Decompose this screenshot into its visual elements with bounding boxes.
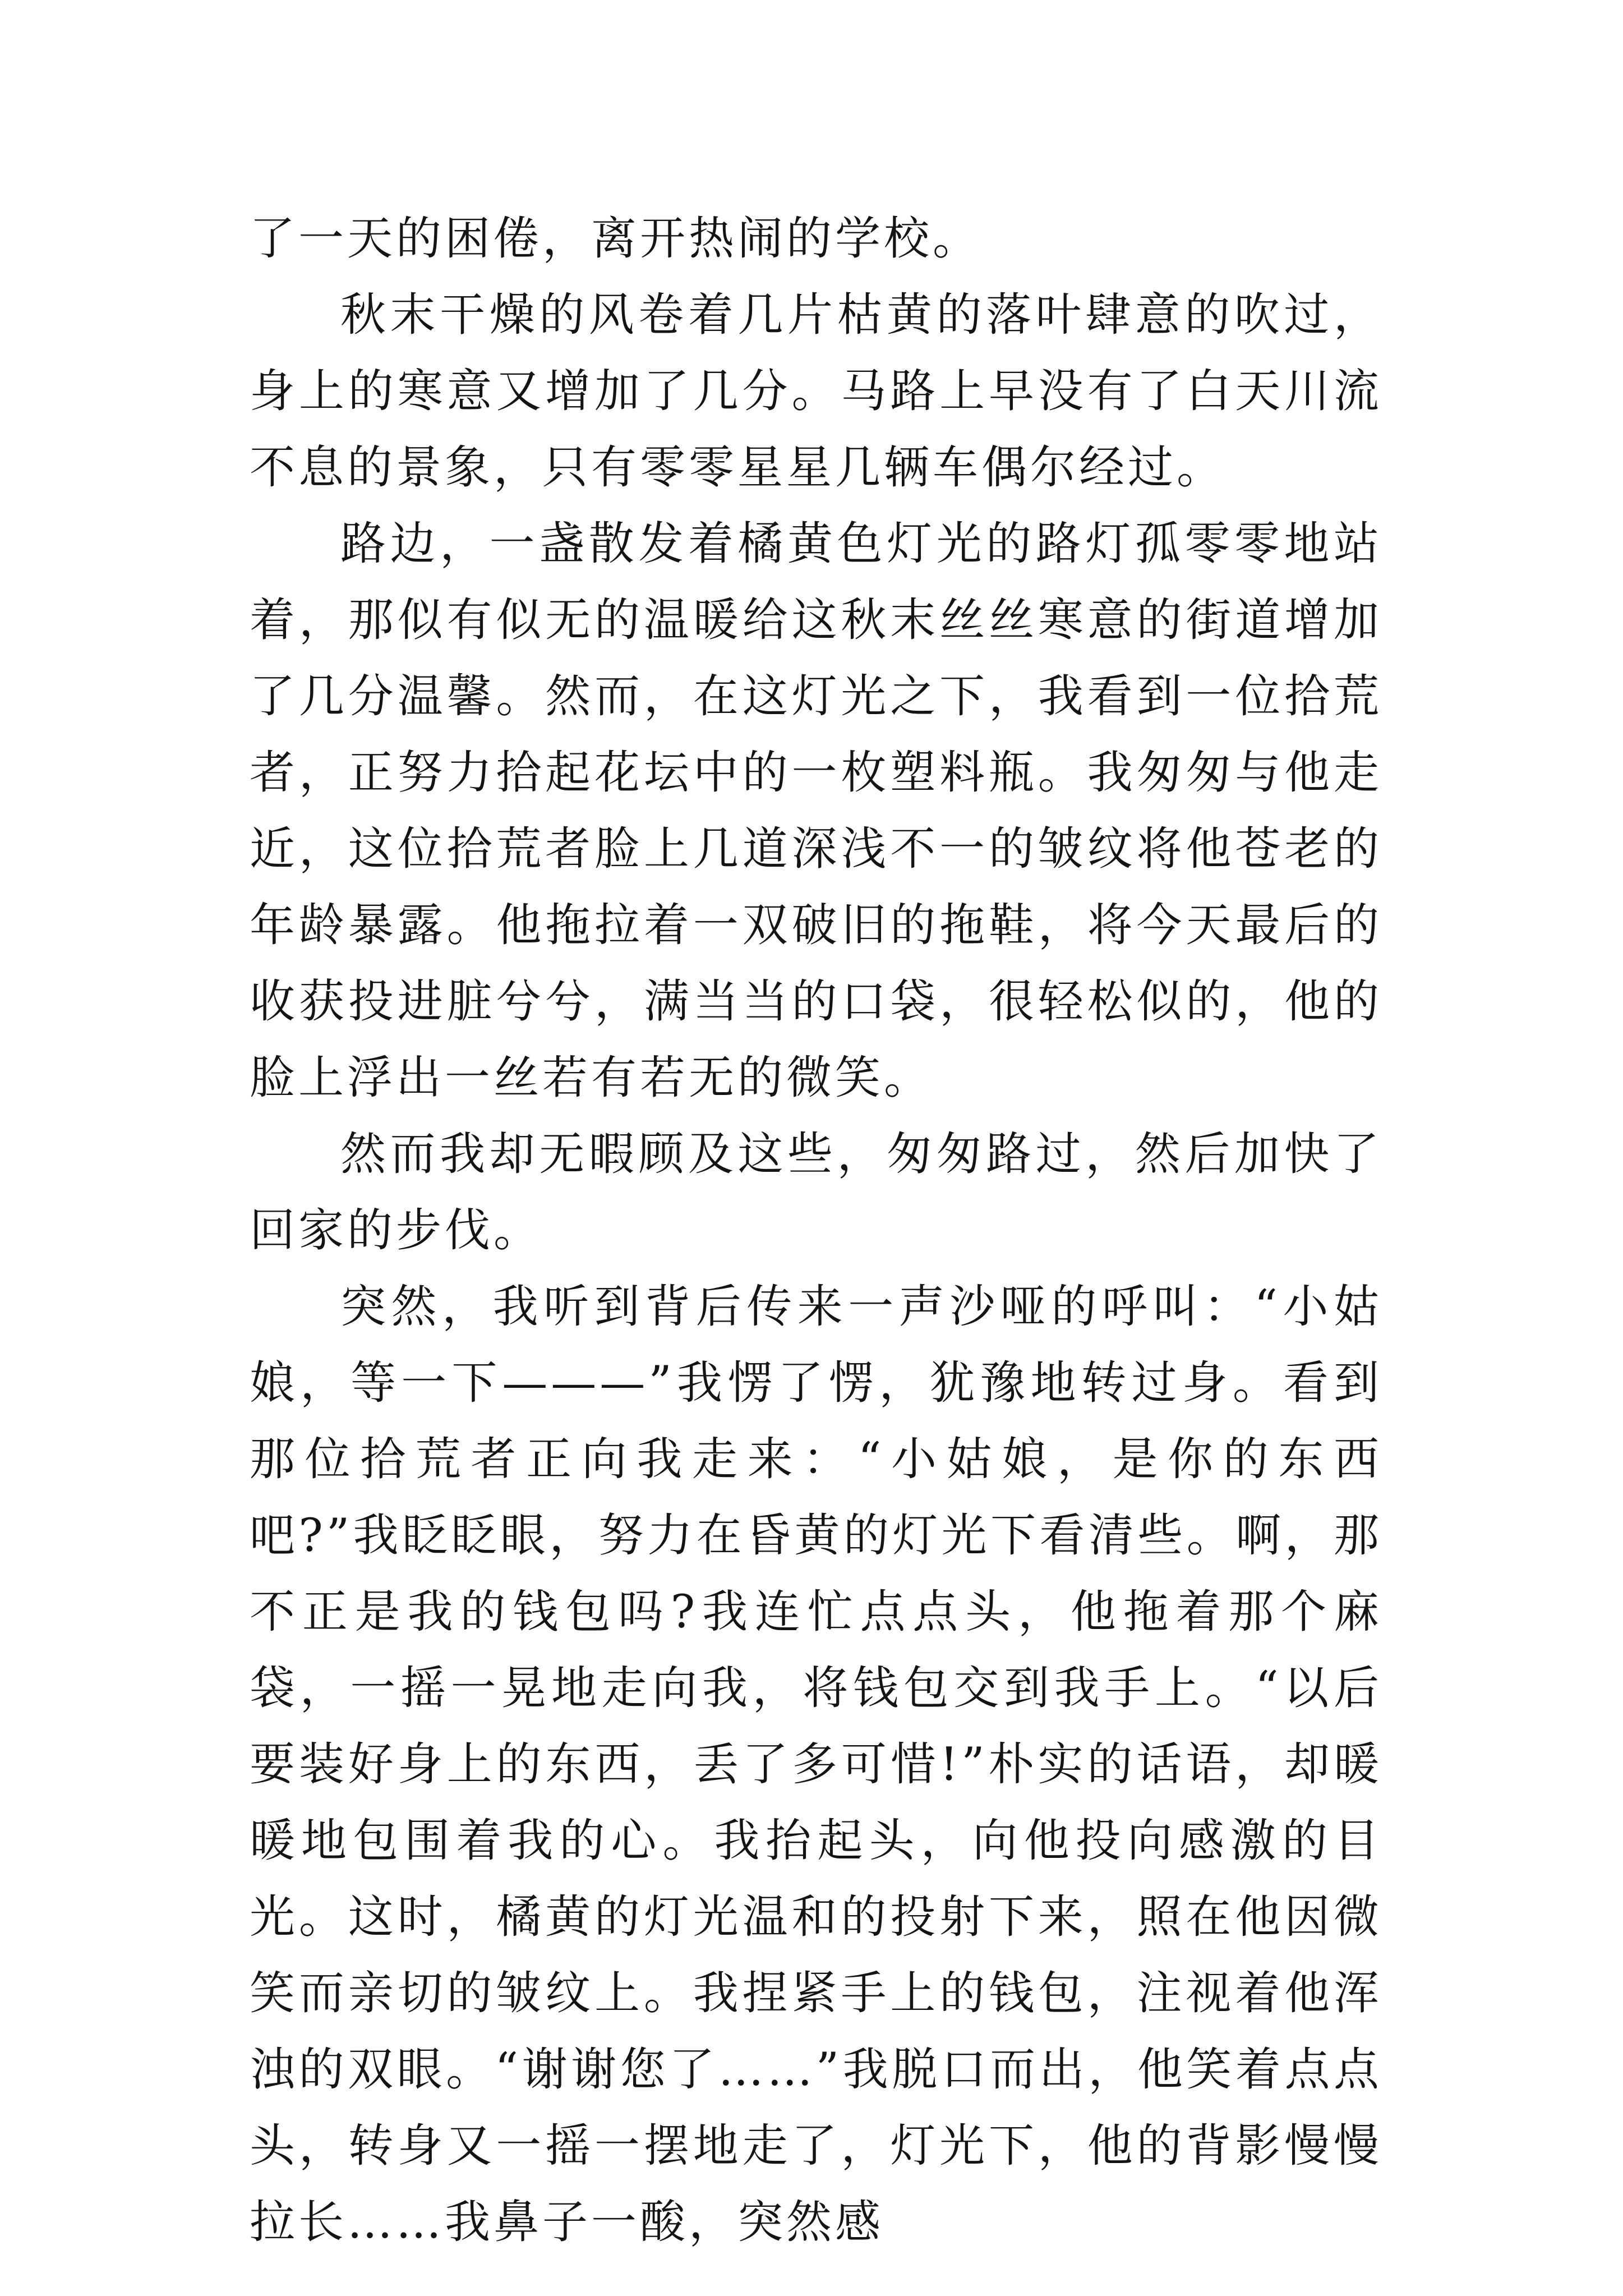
paragraph: 秋末干燥的风卷着几片枯黄的落叶肆意的吹过，身上的寒意又增加了几分。马路上早没有了白天川流不息的景象，只有零零星星几辆车偶尔经过。 xyxy=(250,289,1382,494)
paragraph: 然而我却无暇顾及这些，匆匆路过，然后加快了回家的步伐。 xyxy=(250,1128,1382,1257)
paragraph: 路边，一盏散发着橘黄色灯光的路灯孤零零地站着，那似有似无的温暖给这秋末丝丝寒意的街道增加了几分温馨。然而，在这灯光之下，我看到一位拾荒者，正努力拾起花坛中的一枚塑料瓶。我匆匆与他走近，这位拾荒者脸上几道深浅不一的皱纹将他苍老的年龄暴露。他拖拉着一双破旧的拖鞋，将今天最后的收获投进脏兮兮，满当当的口袋，很轻松似的，他的脸上浮出一丝若有若无的微笑。 xyxy=(250,518,1382,1105)
paragraph: 了一天的困倦，离开热闹的学校。 xyxy=(250,213,982,265)
paragraph: 突然，我听到背后传来一声沙哑的呼叫：“小姑娘，等一下———”我愣了愣，犹豫地转过身。看到那位拾荒者正向我走来：“小姑娘，是你的东西吧?”我眨眨眼，努力在昏黄的灯光下看清些。啊，那不正是我的钱包吗?我连忙点点头，他拖着那个麻袋，一摇一晃地走向我，将钱包交到我手上。“以后要装好身上的东西，丢了多可惜!”朴实的话语，却暖暖地包围着我的心。我抬起头，向他投向感激的目光。这时，橘黄的灯光温和的投射下来，照在他因微笑而亲切的皱纹上。我捏紧手上的钱包，注视着他浑浊的双眼。“谢谢您了……”我脱口而出，他笑着点点头，转身又一摇一摆地走了，灯光下，他的背影慢慢拉长……我鼻子一酸，突然感 xyxy=(250,1281,1382,2249)
body-text xyxy=(250,201,1382,2261)
